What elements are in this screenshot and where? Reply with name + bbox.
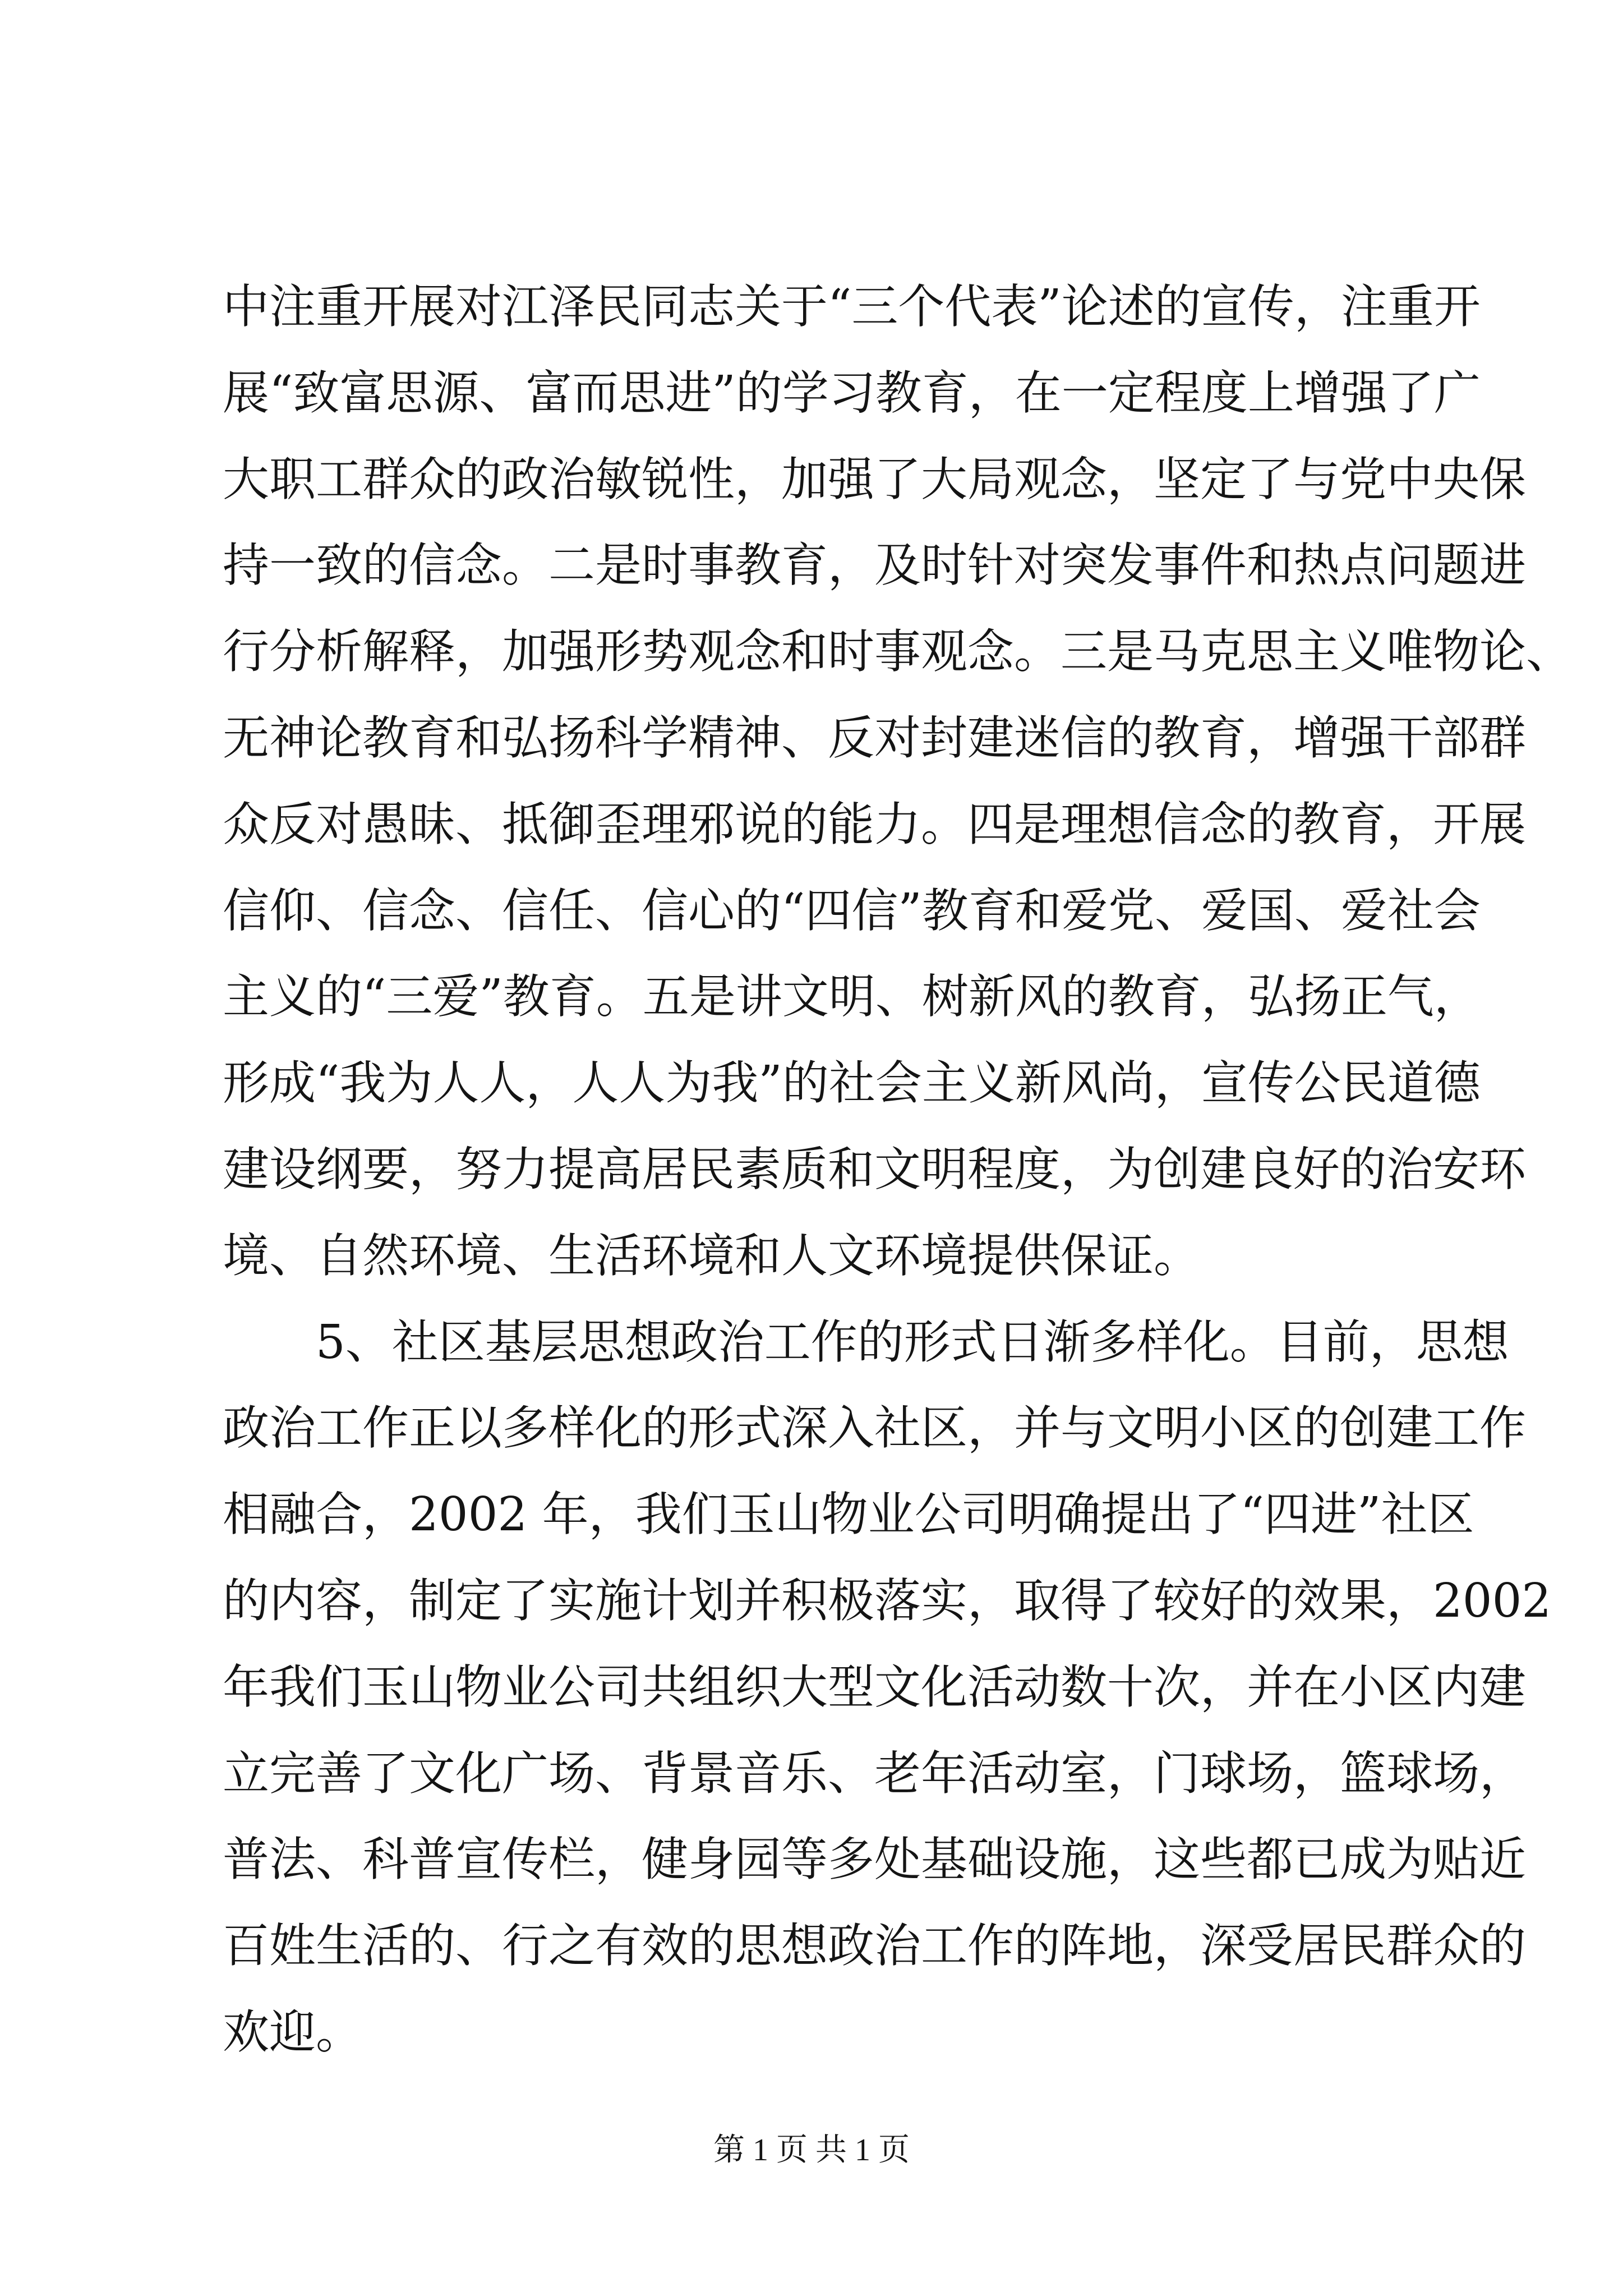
text-line: 建设纲要，努力提高居民素质和文明程度，为创建良好的治安环 xyxy=(223,1142,1526,1197)
page-footer xyxy=(0,2131,1623,2170)
text-line: 政治工作正以多样化的形式深入社区，并与文明小区的创建工作 xyxy=(223,1401,1526,1456)
paragraph-continued xyxy=(223,264,1573,1299)
text-line: 展“致富思源、富而思进”的学习教育，在一定程度上增强了广 xyxy=(223,365,1481,420)
text-line: 无神论教育和弘扬科学精神、反对封建迷信的教育，增强干部群 xyxy=(223,710,1526,765)
text-line: 众反对愚昧、抵御歪理邪说的能力。四是理想信念的教育，开展 xyxy=(223,797,1526,852)
paragraph-5 xyxy=(223,1299,1552,2076)
text-line: 境、自然环境、生活环境和人文环境提供保证。 xyxy=(223,1228,1200,1283)
page-number-label: 第 1 页 共 1 页 xyxy=(713,2133,910,2168)
text-line: 普法、科普宣传栏，健身园等多处基础设施，这些都已成为贴近 xyxy=(223,1832,1526,1887)
text-line: 信仰、信念、信任、信心的“四信”教育和爱党、爱国、爱社会 xyxy=(223,883,1481,938)
text-line: 主义的“三爱”教育。五是讲文明、树新风的教育，弘扬正气， xyxy=(223,969,1481,1024)
text-line: 行分析解释，加强形势观念和时事观念。三是马克思主义唯物论、 xyxy=(223,624,1573,679)
text-line: 5、社区基层思想政治工作的形式日渐多样化。目前，思想 xyxy=(316,1314,1509,1369)
text-line: 的内容，制定了实施计划并积极落实，取得了较好的效果，2002 xyxy=(223,1573,1552,1628)
text-line: 年我们玉山物业公司共组织大型文化活动数十次，并在小区内建 xyxy=(223,1659,1526,1714)
text-line: 百姓生活的、行之有效的思想政治工作的阵地，深受居民群众的 xyxy=(223,1918,1526,1973)
text-line: 立完善了文化广场、背景音乐、老年活动室，门球场，篮球场， xyxy=(223,1746,1526,1801)
text-line: 形成“我为人人，人人为我”的社会主义新风尚，宣传公民道德 xyxy=(223,1056,1481,1111)
text-line: 持一致的信念。二是时事教育，及时针对突发事件和热点问题进 xyxy=(223,538,1526,593)
text-line: 欢迎。 xyxy=(223,2004,362,2059)
text-line: 大职工群众的政治敏锐性，加强了大局观念，坚定了与党中央保 xyxy=(223,452,1526,507)
text-line: 中注重开展对江泽民同志关于“三个代表”论述的宣传，注重开 xyxy=(223,279,1481,334)
document-body xyxy=(223,264,1573,2076)
text-line: 相融合，2002 年，我们玉山物业公司明确提出了“四进”社区 xyxy=(223,1487,1474,1542)
